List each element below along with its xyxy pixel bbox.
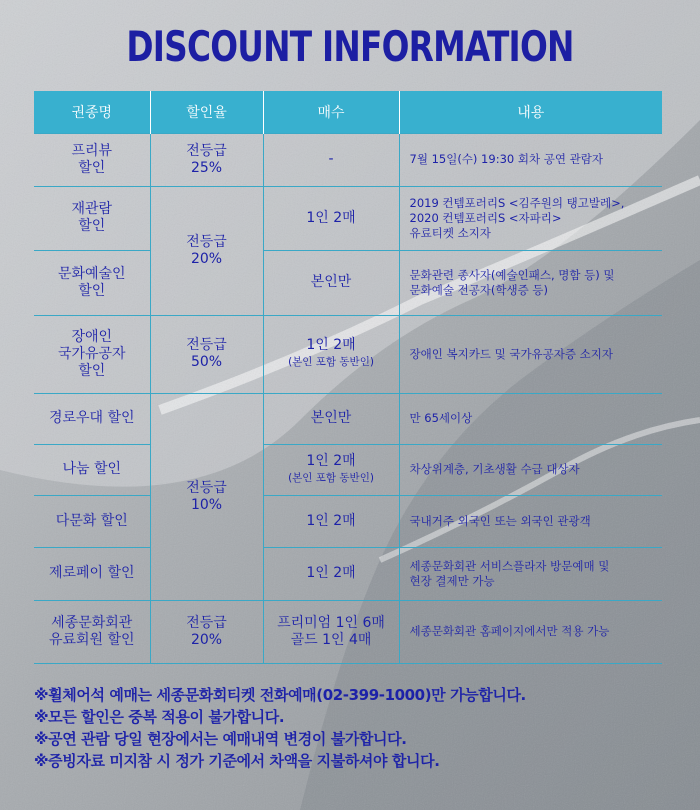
quantity: 1인 2매: [263, 547, 399, 600]
note-no-duplicate: ※모든 할인은 중복 적용이 불가합니다.: [34, 708, 285, 726]
ticket-name: 장애인 국가유공자 할인: [34, 315, 150, 393]
quantity: 1인 2매: [263, 186, 399, 250]
table-row: [34, 393, 662, 444]
header-discount-rate: 할인율: [150, 91, 263, 133]
notes-section: [34, 684, 674, 772]
header-quantity: 매수: [263, 91, 399, 133]
content: 문화관련 종사자(예술인패스, 명함 등) 및 문화예술 전공자(학생증 등): [399, 250, 662, 315]
content: 세종문화회관 홈페이지에서만 적용 가능: [399, 600, 662, 663]
table-row: [34, 133, 662, 186]
quantity: 본인만: [263, 393, 399, 444]
ticket-name: 나눔 할인: [34, 444, 150, 495]
page-title: DISCOUNT INFORMATION: [126, 22, 574, 71]
table-row: [34, 250, 662, 315]
quantity: 1인 2매 (본인 포함 동반인): [263, 444, 399, 495]
ticket-name: 세종문화회관 유료회원 할인: [34, 600, 150, 663]
note-no-change: ※공연 관람 당일 현장에서는 예매내역 변경이 불가합니다.: [34, 730, 407, 748]
content: 7월 15일(수) 19:30 회차 공연 관람자: [399, 133, 662, 186]
ticket-name: 문화예술인 할인: [34, 250, 150, 315]
discount-rate: 전등급 50%: [150, 315, 263, 393]
content: 2019 컨템포러리S <김주원의 탱고발레>, 2020 컨템포러리S <자파리> 유료티켓 소지자: [399, 186, 662, 250]
table-header-row: [34, 91, 662, 133]
content: 장애인 복지카드 및 국가유공자증 소지자: [399, 315, 662, 393]
table-row: [34, 600, 662, 663]
note-proof-required: ※증빙자료 미지참 시 정가 기준에서 차액을 지불하셔야 합니다.: [34, 752, 440, 770]
quantity: 1인 2매: [263, 495, 399, 547]
quantity: 본인만: [263, 250, 399, 315]
discount-rate: 전등급 25%: [150, 133, 263, 186]
ticket-name: 프리뷰 할인: [34, 133, 150, 186]
ticket-name: 제로페이 할인: [34, 547, 150, 600]
ticket-name: 경로우대 할인: [34, 393, 150, 444]
ticket-name: 다문화 할인: [34, 495, 150, 547]
header-ticket-name: 권종명: [34, 91, 150, 133]
content: 국내거주 외국인 또는 외국인 관광객: [399, 495, 662, 547]
table-row: [34, 495, 662, 547]
discount-table: [34, 91, 662, 664]
ticket-name: 재관람 할인: [34, 186, 150, 250]
note-wheelchair: ※휠체어석 예매는 세종문화회티켓 전화예매(02-399-1000)만 가능합니다.: [34, 686, 526, 704]
quantity: -: [263, 133, 399, 186]
quantity: 1인 2매 (본인 포함 동반인): [263, 315, 399, 393]
header-content: 내용: [399, 91, 662, 133]
table-row: [34, 444, 662, 495]
quantity: 프리미엄 1인 6매 골드 1인 4매: [263, 600, 399, 663]
discount-rate: 전등급 10%: [150, 393, 263, 600]
discount-rate: 전등급 20%: [150, 600, 263, 663]
content: 차상위계층, 기초생활 수급 대상자: [399, 444, 662, 495]
discount-rate: 전등급 20%: [150, 186, 263, 315]
content: 만 65세이상: [399, 393, 662, 444]
table-row: [34, 186, 662, 250]
table-row: [34, 315, 662, 393]
content: 세종문화회관 서비스플라자 방문예매 및 현장 결제만 가능: [399, 547, 662, 600]
table-row: [34, 547, 662, 600]
